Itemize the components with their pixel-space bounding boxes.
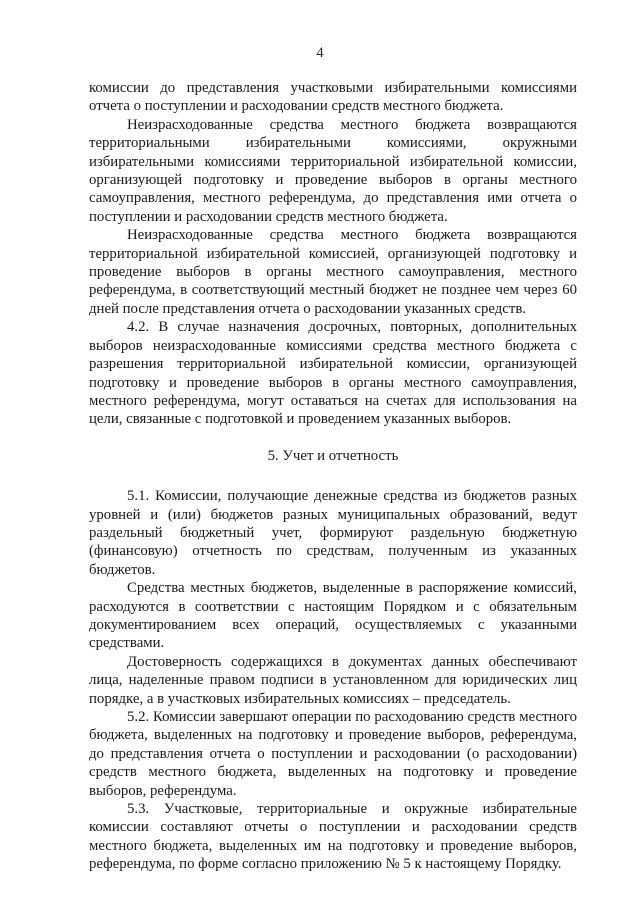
paragraph: Средства местных бюджетов, выделенные в распоряжение комиссий, расходуются в соответствии с настоящим Порядком и с обязательным документированием всех операций, осуществляемых с указанными средствами. (89, 580, 577, 652)
page-number: 4 (316, 45, 324, 61)
document-body (89, 79, 577, 874)
paragraph-continuation: комиссии до представления участковыми избирательными комиссиями отчета о поступлении и расходовании средств местного бюджета. (89, 80, 577, 115)
paragraph-4-2: 4.2. В случае назначения досрочных, повторных, дополнительных выборов неизрасходованные комиссиями средства местного бюджета с разрешения территориальной избирательной комиссии, организующей подготовку и проведение выборов в органы местного самоуправления, местного референдума, могут оставаться на счетах для использования на цели, связанные с подготовкой и проведением указанных выборов. (89, 319, 577, 428)
paragraph-5-2: 5.2. Комиссии завершают операции по расходованию средств местного бюджета, выделенных на подготовку и проведение выборов, референдума, до представления отчета о поступлении и расходовании (о расходовании) средств местного бюджета, выделенных на подготовку и проведение выборов, референдума. (89, 709, 577, 799)
paragraph-5-1: 5.1. Комиссии, получающие денежные средства из бюджетов разных уровней и (или) бюджетов разных муниципальных образований, ведут раздельный бюджетный учет, формируют раздельную бюджетную (финансовую) отчетность по средствам, полученным из указанных бюджетов. (89, 488, 577, 578)
paragraph: Неизрасходованные средства местного бюджета возвращаются территориальными избирательными комиссиями, окружными избирательными комиссиями территориальной избирательной комиссии, организующей подготовку и проведение выборов в органы местного самоуправления, местного референдума, до представления ими отчета о поступлении и расходовании средств местного бюджета. (89, 116, 577, 225)
paragraph-5-3: 5.3. Участковые, территориальные и окружные избирательные комиссии составляют отчеты о поступлении и расходовании средств местного бюджета, выделенных им на подготовку и проведение выборов, референдума, по форме согласно приложению № 5 к настоящему Порядку. (89, 801, 577, 873)
section-heading: 5. Учет и отчетность (267, 447, 399, 464)
paragraph: Достоверность содержащихся в документах данных обеспечивают лица, наделенные правом подписи в установленном для юридических лиц порядке, а в участковых избирательных комиссиях – председатель. (89, 653, 577, 707)
paragraph: Неизрасходованные средства местного бюджета возвращаются территориальной избирательной комиссией, организующей подготовку и проведение выборов в органы местного самоуправления, местного референдума, в соответствующий местный бюджет не позднее чем через 60 дней после представления отчета о расходовании указанных средств. (89, 227, 577, 317)
